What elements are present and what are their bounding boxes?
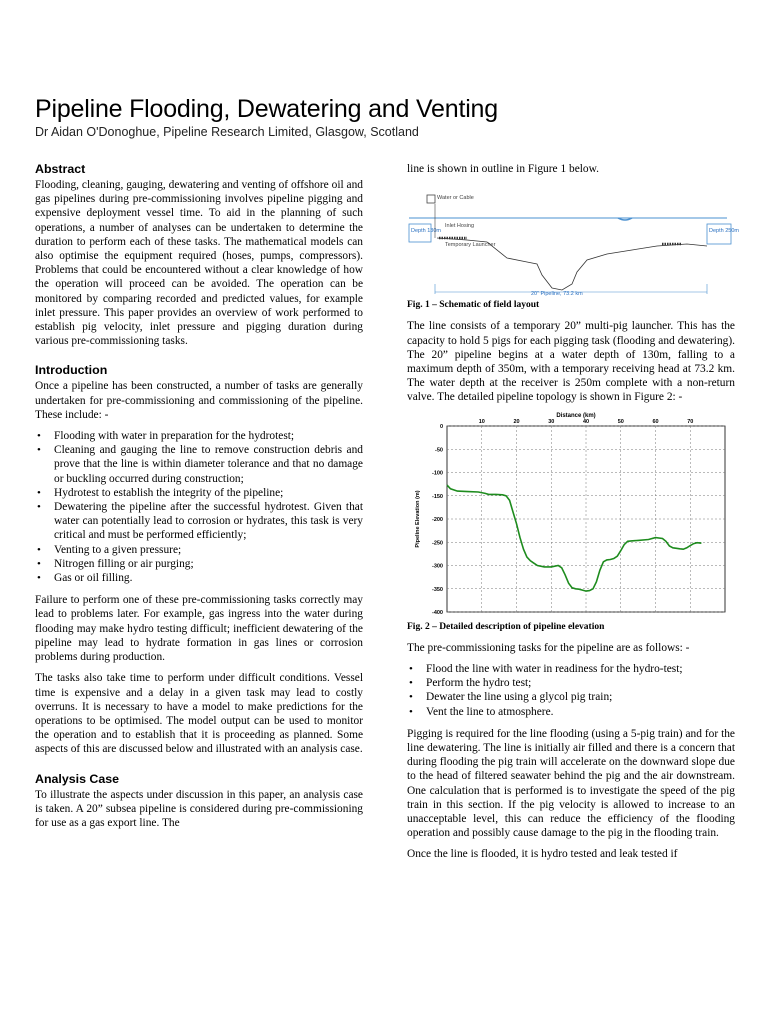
list-item: • Vent the line to atmosphere. [426,705,735,719]
y-tick-label: -50 [435,446,443,453]
list-item: • Hydrotest to establish the integrity of the pipeline; [54,486,363,500]
list-item: • Nitrogen filling or air purging; [54,557,363,571]
figure-2-caption: Fig. 2 – Detailed description of pipeline elevation [407,621,605,632]
y-tick-label: -100 [431,470,443,477]
pipeline-elevation-chart [407,412,735,620]
water-cable-label: Water or Cable [437,195,474,202]
abstract-heading: Abstract [35,162,86,176]
list-item: • Cleaning and gauging the line to remove construction debris and prove that the line is within diameter tolerance and that no damage or buckling occurred during construction; [54,443,363,486]
list-item: • Gas or oil filling. [54,571,363,585]
depth-right-box [707,224,731,244]
x-tick-label: 30 [548,418,555,425]
y-tick-label: -400 [431,609,443,616]
x-tick-label: 20 [513,418,520,425]
right-paragraph-4: Once the line is flooded, it is hydro tested and leak tested if [407,848,678,861]
y-axis-label: Pipeline Elevation (m) [415,490,421,548]
introduction-text: Once a pipeline has been constructed, a number of tasks are generally undertaken for pre-commissioning and commissioning of the pipeline. These include: - [35,380,363,421]
task-list [35,429,363,585]
x-tick-label: 50 [617,418,624,425]
elevation-series-line [447,485,701,591]
right-paragraph-2: The pre-commissioning tasks for the pipeline are as follows: - [407,641,690,654]
abstract-text: Flooding, cleaning, gauging, dewatering and venting of offshore oil and gas pipelines during pre-commissioning involves pipeline pigging and expensive deployment vessel time. To aid in the planning of such operations, a number of analyses can be undertaken to determine the duration to perform each of these tasks. The mathematical models can also optimise the equipment required (hoses, pumps, compressors). Problems that could be encountered without a clear knowledge of how the operation will proceed can be avoided. The operation can be monitored by comparing recorded and predicted values, for example inlet pressure. This paper provides an overview of work performed to establish pig velocity, inlet pressure and pigging duration during various pre-commissioning tasks. [35,179,363,348]
y-tick-label: -150 [431,493,443,500]
continued-text: line is shown in outline in Figure 1 below. [407,163,599,175]
list-item: • Perform the hydro test; [426,676,735,690]
x-tick-label: 70 [687,418,694,425]
temporary-launcher-label: Temporary Launcher [445,242,496,249]
pipeline-length-label: 20” Pipeline, 73.2 km [531,291,583,298]
list-item: • Flood the line with water in readiness for the hydro-test; [426,662,735,676]
x-tick-label: 10 [478,418,485,425]
y-tick-label: 0 [439,423,443,430]
field-layout-schematic [407,180,739,298]
x-tick-label: 40 [582,418,590,425]
analysis-heading: Analysis Case [35,771,120,786]
left-column [35,162,363,837]
analysis-text: To illustrate the aspects under discussion in this paper, an analysis case is taken. A 20” subsea pipeline is considered during pre-commissioning for use as a gas export line. The [35,788,363,829]
introduction-paragraph-2: Failure to perform one of these pre-commissioning tasks correctly may lead to problems later. For example, gas ingress into the water during flooding may make hydro testing difficult; inefficient dewatering of the pipeline may lead to hydrate formation in gas lines or corrosion problems during production. [35,594,363,664]
list-item: • Venting to a given pressure; [54,543,363,557]
author-line: Dr Aidan O'Donoghue, Pipeline Research Limited, Glasgow, Scotland [35,125,419,139]
paper-title: Pipeline Flooding, Dewatering and Venting [35,95,498,123]
chart-title: Distance (km) [556,412,596,419]
depth-left-label: Depth 130m [411,228,441,235]
figure-1-caption: Fig. 1 – Schematic of field layout [407,300,540,311]
list-item: • Flooding with water in preparation for the hydrotest; [54,429,363,443]
right-column [407,162,739,869]
depth-right-label: Depth 250m [709,228,739,235]
inlet-hose-label: Inlet Hosing [445,223,475,230]
y-tick-label: -300 [431,563,443,570]
introduction-heading: Introduction [35,363,108,378]
precommissioning-list [407,662,735,719]
list-item: • Dewater the line using a glycol pig train; [426,690,735,704]
y-tick-label: -250 [431,539,443,546]
x-tick-label: 60 [652,418,659,425]
y-tick-label: -200 [431,516,443,523]
y-tick-label: -350 [431,586,443,593]
list-item: • Dewatering the pipeline after the successful hydrotest. Given that water can potentially lead to corrosion or hydrates, this task is very critical and must be performed efficiently; [54,500,363,543]
cable-icon [427,195,435,203]
introduction-paragraph-3: The tasks also take time to perform under difficult conditions. Vessel time is expensive and a delay in a given task may lead to costly overruns. It is necessary to have a model to make predictions for the operations to be optimised. The model output can be used to monitor the operation and to establish that it is proceeding as planned. Some aspects of this are discussed below and illustrated with an analysis case. [35,672,363,756]
right-paragraph-1: The line consists of a temporary 20” multi-pig launcher. This has the capacity to hold 5 pigs for each pigging task (flooding and dewatering). The 20” pipeline begins at a water depth of 130m, falling to a maximum depth of 350m, with a temporary receiving head at 73.2 km. The water depth at the receiver is 250m complete with a non-return valve. The detailed pipeline topology is shown in Figure 2: - [407,320,735,404]
right-paragraph-3: Pigging is required for the line flooding (using a 5-pig train) and for the line dewatering. The line is initially air filled and there is a concern that during flooding the pig train will accelerate on the downward slope due to the head of filtered seawater behind the pig and the air downstream. One calculation that is performed is to investigate the speed of the pig train in this section. If the pig velocity is allowed to increase to an unacceptable level, this can reduce the efficiency of the flooding operation and possibly cause damage to the pig in the flooding train. [407,727,735,840]
